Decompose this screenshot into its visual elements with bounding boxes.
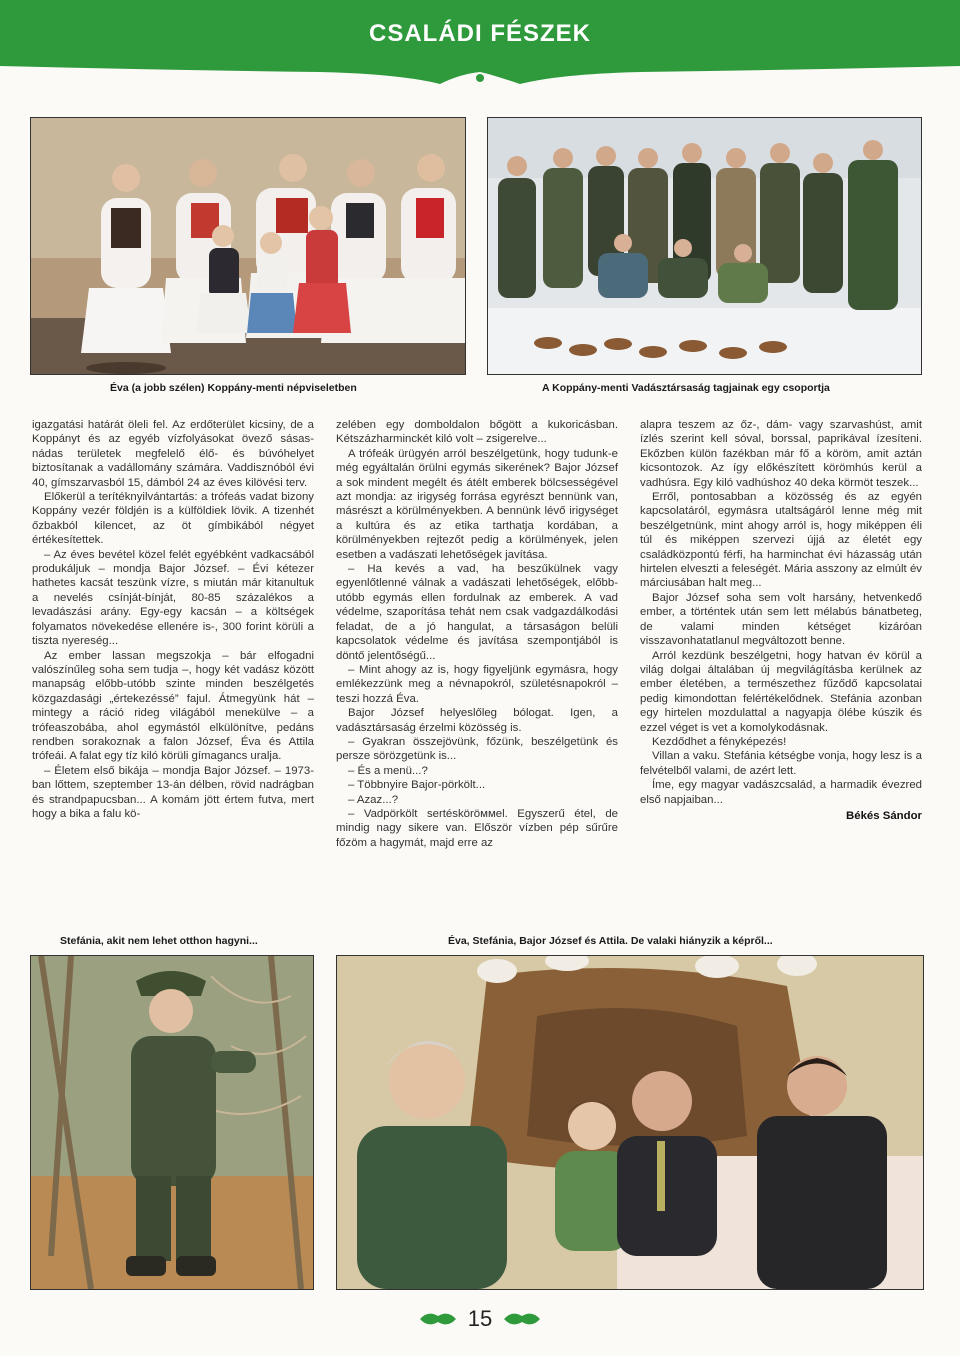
photo-child-hunter [30, 955, 314, 1290]
photo-family-portrait [336, 955, 924, 1290]
article-column-2 [336, 418, 618, 850]
article-column-1 [32, 418, 314, 821]
paragraph: – Életem első bikája – mondja Bajor József. – 1973-ban lőttem, szeptember 13-án délben, rövid nadrágban és strandpapucsban... A komám jött értem futva, mert hogy a bika a falu kö- [32, 764, 314, 820]
photo-caption: Éva (a jobb szélen) Koppány-menti népviseletben [110, 382, 357, 394]
paragraph: Kezdődhet a fényképezés! [652, 735, 787, 748]
paragraph: Az ember lassan megszokja – bár elfogadni valószínűleg soha sem tudja –, hogy két vadász között manapság előbb-utóbb szinte minden beszélgetés közgazdasági „értekezéssé” fajul. Átmegyünk hát – mintegy a ráció rideg világából menekülve – a trófeaszobába, ahol egymástól elkülönítve, pedáns rendben sorakoznak a falon József, Éva és Attila trófeái. A falat egy tíz kiló körüli gímagancs uralja. [32, 649, 314, 763]
photo-caption: A Koppány-menti Vadásztársaság tagjainak egy csoportja [542, 382, 830, 394]
article-author: Békés Sándor [846, 809, 922, 822]
paragraph: Erről, pontosabban a közösség és az egyén kapcsolatáról, egymásra utaltságáról lenne még mit beszélgetnünk, mint ahogy arról is, hogy miképpen éli túl és miképpen szervezi újjá az életét egy családközpontú férfi, ha harminchat évi házasság után hirtelen elveszti a feleségét. Mária asszony az elmúlt év márciusában halt meg... [640, 491, 922, 590]
photo-caption: Éva, Stefánia, Bajor József és Attila. De valaki hiányzik a képről... [448, 935, 773, 947]
paragraph: Arról kezdünk beszélgetni, hogy hatvan év körül a világ dolgai általában új megvilágításba kerülnek az ember életében, a természethez fűződő kapcsolatai pedig kimondottan felértékelődnek. Stefánia azonban egy hirtelen mozdulattal a nagyapja ölébe kúszik és ezzel véget is vet a komolykodásnak. [640, 649, 922, 734]
header-banner [0, 0, 960, 84]
paragraph: – Mint ahogy az is, hogy figyeljünk egymásra, hogy emlékezzünk meg a névnapokról, születésnapokról – teszi hozzá Éva. [336, 663, 618, 705]
paragraph: – És a menü...? [348, 764, 428, 777]
photo-caption: Stefánia, akit nem lehet otthon hagyni... [60, 935, 258, 947]
paragraph: – Vadpörkölt sertésköröммel. Egyszerű étel, de mindig nagy sikere van. Először vízben pép sűrűre főzöm a hagymát, majd erre az [336, 807, 618, 849]
paragraph: igazgatási határát öleli fel. Az erdőterület kicsiny, de a Koppányt és az egyéb vízfolyásokat övező sásas-nádas területek megfelelő élő- és búvóhelyet biztosítanak a vadállomány számára. Vaddisznóból évi 40, gímszarvasból 15, dámból 24 az éves kilövési terv. [32, 419, 314, 489]
page-number: 15 [467, 1306, 493, 1331]
article-column-3 [640, 418, 922, 823]
paragraph: – Ha kevés a vad, ha beszűkülnek vagy egyenlőtlenné válnak a vadászati lehetőségek, előbb-utóbb egymás ellen fordulnak az emberek. A vad védelme, szaporítása tehát nem csak vadgazdálkodási feladat, de a jó hangulat, a társaságon belüli kapcsolatok védelme és javítása szempontjából is döntő jelentőségű... [336, 563, 618, 662]
leaf-ornament-right-icon [502, 1310, 542, 1328]
photo-folk-costume [30, 117, 466, 375]
photo-hunting-club [487, 117, 922, 375]
paragraph: – Az éves bevétel közel felét egyébként vadkacsából produkáljuk – mondja Bajor József. – Évi kétezer hathetes kacsát teszünk vízre, s miután már kitanultuk a nevelés csínját-bínját, 80-85 százalékos a levadászási arány. Egy-egy kacsán – a költségek folyamatos növekedése ellenére is-, 300 forint körüli a tiszta nyereség... [32, 548, 314, 648]
paragraph: Bajor József soha sem volt harsány, hetvenkedő ember, a történtek után sem lett mélabús bánatbeteg, de valami minden kétséget kizáróan visszavonhatatlanul megváltozott benne. [640, 591, 922, 648]
paragraph: zelében egy domboldalon bőgött a kukoricásban. Kétszázharminckét kiló volt – zsigerelve... [336, 419, 618, 446]
paragraph: Előkerül a terítéknyilvántartás: a trófeás vadat bizony Koppány vezér földjén is a külföldiek lövik. A tizenhét őzbakból kilencet, az öt gímbikából négyet értékesítettek. [32, 491, 314, 547]
paragraph: – Többnyire Bajor-pörkölt... [348, 779, 486, 792]
paragraph: alapra teszem az őz-, dám- vagy szarvashúst, amit ízlés szerint kell sóval, borssal, paprikával ízesíteni. Ekőzben külön fazékban már fő a köröm, amit aztán kicsontozok. Az így előkészített körömhús kerül a vadhúsra. Egy kiló vadhúshoz 40 deka körmöt teszek... [640, 419, 922, 489]
paragraph: – Azaz...? [348, 793, 399, 806]
paragraph: Íme, egy magyar vadászcsalád, a harmadik évezred első napjaiban... [640, 779, 922, 806]
leaf-ornament-left-icon [418, 1310, 458, 1328]
paragraph: Villan a vaku. Stefánia kétségbe vonja, hogy lesz is a felvételből valami, de azért lett. [640, 750, 922, 777]
page-section-title: CSALÁDI FÉSZEK [368, 20, 591, 47]
paragraph: – Gyakran összejövünk, főzünk, beszélgetünk és persze sörözgetünk is... [336, 735, 618, 763]
paragraph: A trófeák ürügyén arról beszélgetünk, hogy tudunk-e még egyáltalán örülni egymás sikerének? Bajor József a sok mindent megélt és átélt emberek bölcsességével azt mondja: az irigység forrása egyrészt bennünk van, másrészt a körülményekben. A bennünk lévő irigységet a kultúra és az etika tarthatja kordában, a körülményekben rejtezőt pedig a körülmények, jelen esetben a vadászati lehetőségek javítása. [336, 447, 618, 561]
paragraph: Bajor József helyeslőleg bólogat. Igen, a vadásztársaság érzelmi közösség is. [336, 707, 618, 734]
